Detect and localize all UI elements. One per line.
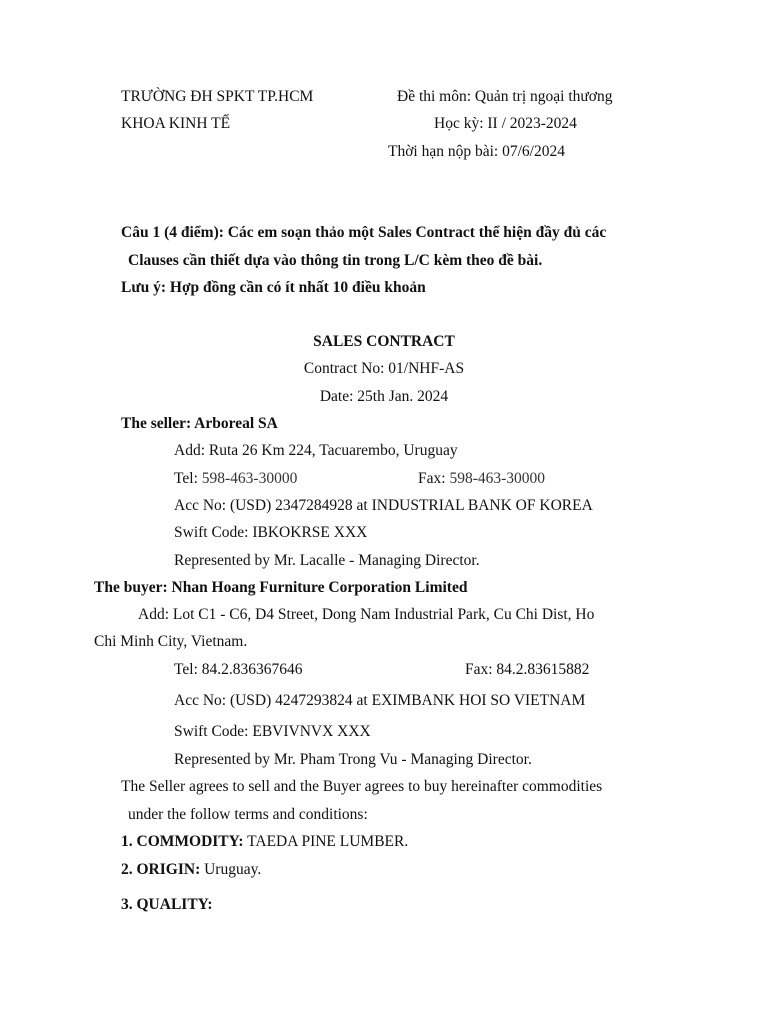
- seller-address: Add: Ruta 26 Km 224, Tacuarembo, Uruguay: [174, 442, 458, 459]
- contract-date: Date: 25th Jan. 2024: [319, 388, 449, 405]
- seller-heading: The seller: Arboreal SA: [121, 415, 278, 432]
- seller-tel-label: Tel:: [174, 470, 202, 487]
- question-line-2: Clauses cần thiết dựa vào thông tin trong L/C kèm theo đề bài.: [128, 252, 543, 269]
- seller-tel: [174, 469, 297, 489]
- seller-tel-value: 598-463-30000: [201, 470, 298, 487]
- faculty-name: KHOA KINH TẾ: [121, 115, 231, 132]
- contract-number: Contract No: 01/NHF-AS: [303, 360, 465, 377]
- exam-subject: Đề thi môn: Quản trị ngoại thương: [397, 88, 613, 105]
- semester: Học kỳ: II / 2023-2024: [434, 115, 577, 132]
- clause-origin-label: 2. ORIGIN:: [121, 861, 201, 878]
- seller-fax-label: Fax:: [418, 470, 450, 487]
- clause-commodity-value: TAEDA PINE LUMBER.: [243, 833, 409, 850]
- clause-quality-label: 3. QUALITY:: [121, 896, 213, 913]
- clause-origin-value: Uruguay.: [200, 861, 262, 878]
- buyer-swift: Swift Code: EBVIVNVX XXX: [174, 723, 371, 740]
- seller-swift: Swift Code: IBKOKRSE XXX: [174, 524, 368, 541]
- school-name: TRƯỜNG ĐH SPKT TP.HCM: [121, 88, 314, 105]
- buyer-address-line-2: Chi Minh City, Vietnam.: [94, 633, 248, 650]
- buyer-fax: Fax: 84.2.83615882: [465, 661, 590, 678]
- buyer-heading: The buyer: Nhan Hoang Furniture Corporation Limited: [94, 579, 468, 596]
- submission-deadline: Thời hạn nộp bài: 07/6/2024: [388, 143, 565, 160]
- seller-representative: Represented by Mr. Lacalle - Managing Director.: [174, 552, 480, 569]
- contract-title: SALES CONTRACT: [313, 333, 455, 350]
- buyer-representative: Represented by Mr. Pham Trong Vu - Managing Director.: [174, 751, 532, 768]
- seller-fax-value: 598-463-30000: [449, 470, 546, 487]
- buyer-tel: Tel: 84.2.836367646: [174, 661, 303, 678]
- question-note: Lưu ý: Hợp đồng cần có ít nhất 10 điều khoản: [121, 279, 426, 296]
- buyer-address-line-1: Add: Lot C1 - C6, D4 Street, Dong Nam Industrial Park, Cu Chi Dist, Ho: [138, 606, 595, 623]
- clause-commodity: [121, 832, 408, 852]
- seller-fax: [418, 469, 545, 489]
- buyer-account: Acc No: (USD) 4247293824 at EXIMBANK HOI SO VIETNAM: [174, 692, 586, 709]
- clause-commodity-label: 1. COMMODITY:: [121, 833, 244, 850]
- agreement-line-2: under the follow terms and conditions:: [128, 806, 368, 823]
- seller-account: Acc No: (USD) 2347284928 at INDUSTRIAL BANK OF KOREA: [174, 497, 593, 514]
- clause-origin: [121, 860, 261, 880]
- question-line-1: Câu 1 (4 điểm): Các em soạn thảo một Sales Contract thể hiện đầy đủ các: [121, 224, 607, 241]
- agreement-line-1: The Seller agrees to sell and the Buyer agrees to buy hereinafter commodities: [121, 778, 603, 795]
